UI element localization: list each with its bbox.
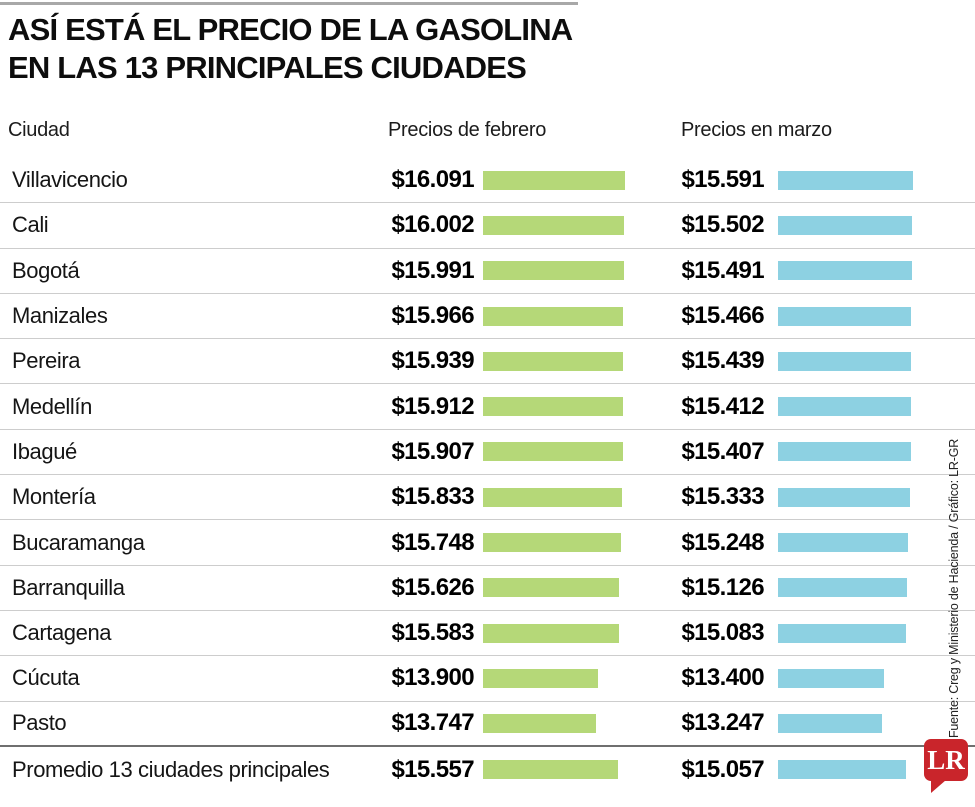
marzo-bar-cell: [764, 352, 913, 371]
city-label: Pasto: [12, 710, 67, 736]
febrero-bar-cell: [474, 533, 625, 552]
marzo-bar-cell: [764, 578, 913, 597]
febrero-bar: [483, 669, 598, 688]
marzo-bar: [778, 307, 911, 326]
table-row: [0, 384, 975, 429]
febrero-value: $15.966: [391, 302, 474, 330]
febrero-bar-cell: [474, 216, 625, 235]
febrero-value: $15.748: [391, 528, 474, 556]
source-credit: Fuente: Creg y Ministerio de Hacienda / Gráfico: LR-GR: [947, 438, 961, 738]
table-row: [0, 158, 975, 203]
marzo-bar: [778, 760, 906, 779]
febrero-value: $16.091: [391, 166, 474, 194]
febrero-bar: [483, 261, 624, 280]
title-line-2: EN LAS 13 PRINCIPALES CIUDADES: [8, 50, 527, 85]
marzo-value: $13.400: [681, 664, 764, 692]
febrero-bar-cell: [474, 624, 625, 643]
marzo-bar-cell: [764, 307, 913, 326]
marzo-value: $15.466: [681, 302, 764, 330]
marzo-value: $15.126: [681, 573, 764, 601]
febrero-bar-cell: [474, 442, 625, 461]
marzo-value: $13.247: [681, 709, 764, 737]
page-title: [8, 11, 572, 87]
febrero-value: $13.900: [391, 664, 474, 692]
marzo-bar: [778, 171, 913, 190]
febrero-bar: [483, 442, 623, 461]
marzo-bar: [778, 216, 912, 235]
febrero-bar-cell: [474, 714, 625, 733]
febrero-bar: [483, 533, 621, 552]
marzo-bar-cell: [764, 714, 913, 733]
febrero-bar: [483, 760, 618, 779]
column-header-city: Ciudad: [8, 119, 70, 141]
lr-logo-tail-icon: [931, 780, 946, 793]
marzo-bar: [778, 488, 910, 507]
marzo-bar: [778, 669, 884, 688]
marzo-bar: [778, 578, 907, 597]
city-label: Medellín: [12, 393, 92, 419]
table-row: [0, 294, 975, 339]
top-rule: [0, 2, 578, 5]
city-label: Villavicencio: [12, 167, 128, 193]
table-row: [0, 249, 975, 294]
febrero-bar: [483, 171, 625, 190]
febrero-bar-cell: [474, 760, 625, 779]
febrero-bar-cell: [474, 261, 625, 280]
marzo-value: $15.502: [681, 211, 764, 239]
table-row: [0, 520, 975, 565]
febrero-value: $15.907: [391, 437, 474, 465]
febrero-bar: [483, 578, 619, 597]
febrero-bar-cell: [474, 578, 625, 597]
table-row: [0, 611, 975, 656]
febrero-value: $15.939: [391, 347, 474, 375]
city-label: Barranquilla: [12, 574, 125, 600]
febrero-bar: [483, 488, 622, 507]
marzo-bar-cell: [764, 488, 913, 507]
febrero-bar: [483, 307, 623, 326]
marzo-bar: [778, 397, 911, 416]
marzo-value: $15.057: [681, 755, 764, 783]
table-row: [0, 566, 975, 611]
marzo-bar-cell: [764, 216, 913, 235]
price-table: [0, 158, 975, 792]
lr-logo: [924, 739, 968, 781]
city-label: Promedio 13 ciudades principales: [12, 756, 330, 782]
febrero-bar-cell: [474, 352, 625, 371]
febrero-value: $15.557: [391, 755, 474, 783]
febrero-value: $15.991: [391, 256, 474, 284]
febrero-value: $15.833: [391, 483, 474, 511]
marzo-bar: [778, 442, 911, 461]
marzo-bar-cell: [764, 760, 913, 779]
marzo-value: $15.439: [681, 347, 764, 375]
city-label: Cúcuta: [12, 665, 80, 691]
febrero-bar-cell: [474, 171, 625, 190]
febrero-bar: [483, 397, 623, 416]
city-label: Pereira: [12, 348, 81, 374]
city-label: Ibagué: [12, 438, 77, 464]
table-row: [0, 203, 975, 248]
marzo-bar-cell: [764, 669, 913, 688]
city-label: Manizales: [12, 303, 108, 329]
marzo-bar: [778, 624, 906, 643]
febrero-bar-cell: [474, 307, 625, 326]
lr-logo-text: LR: [927, 744, 965, 775]
febrero-bar-cell: [474, 488, 625, 507]
febrero-bar-cell: [474, 397, 625, 416]
marzo-bar-cell: [764, 533, 913, 552]
column-header-marzo: Precios en marzo: [681, 119, 832, 141]
marzo-bar-cell: [764, 397, 913, 416]
marzo-value: $15.333: [681, 483, 764, 511]
city-label: Bogotá: [12, 257, 80, 283]
febrero-value: $13.747: [391, 709, 474, 737]
febrero-bar: [483, 624, 619, 643]
marzo-value: $15.407: [681, 437, 764, 465]
marzo-value: $15.591: [681, 166, 764, 194]
marzo-bar: [778, 352, 911, 371]
marzo-value: $15.491: [681, 256, 764, 284]
city-label: Cali: [12, 212, 49, 238]
city-label: Cartagena: [12, 620, 112, 646]
marzo-bar: [778, 714, 882, 733]
table-row: [0, 430, 975, 475]
title-line-1: ASÍ ESTÁ EL PRECIO DE LA GASOLINA: [8, 12, 573, 47]
febrero-bar: [483, 714, 596, 733]
febrero-value: $15.626: [391, 573, 474, 601]
marzo-value: $15.248: [681, 528, 764, 556]
column-header-febrero: Precios de febrero: [388, 119, 547, 141]
febrero-value: $16.002: [391, 211, 474, 239]
table-row: [0, 702, 975, 747]
table-row: [0, 475, 975, 520]
marzo-bar-cell: [764, 171, 913, 190]
marzo-value: $15.083: [681, 619, 764, 647]
marzo-bar-cell: [764, 261, 913, 280]
febrero-value: $15.912: [391, 392, 474, 420]
city-label: Bucaramanga: [12, 529, 145, 555]
city-label: Montería: [12, 484, 96, 510]
febrero-bar: [483, 352, 623, 371]
marzo-bar: [778, 261, 912, 280]
marzo-value: $15.412: [681, 392, 764, 420]
table-row: [0, 656, 975, 701]
table-row: [0, 744, 975, 792]
febrero-bar: [483, 216, 624, 235]
table-row: [0, 339, 975, 384]
marzo-bar-cell: [764, 442, 913, 461]
febrero-value: $15.583: [391, 619, 474, 647]
marzo-bar: [778, 533, 908, 552]
marzo-bar-cell: [764, 624, 913, 643]
febrero-bar-cell: [474, 669, 625, 688]
